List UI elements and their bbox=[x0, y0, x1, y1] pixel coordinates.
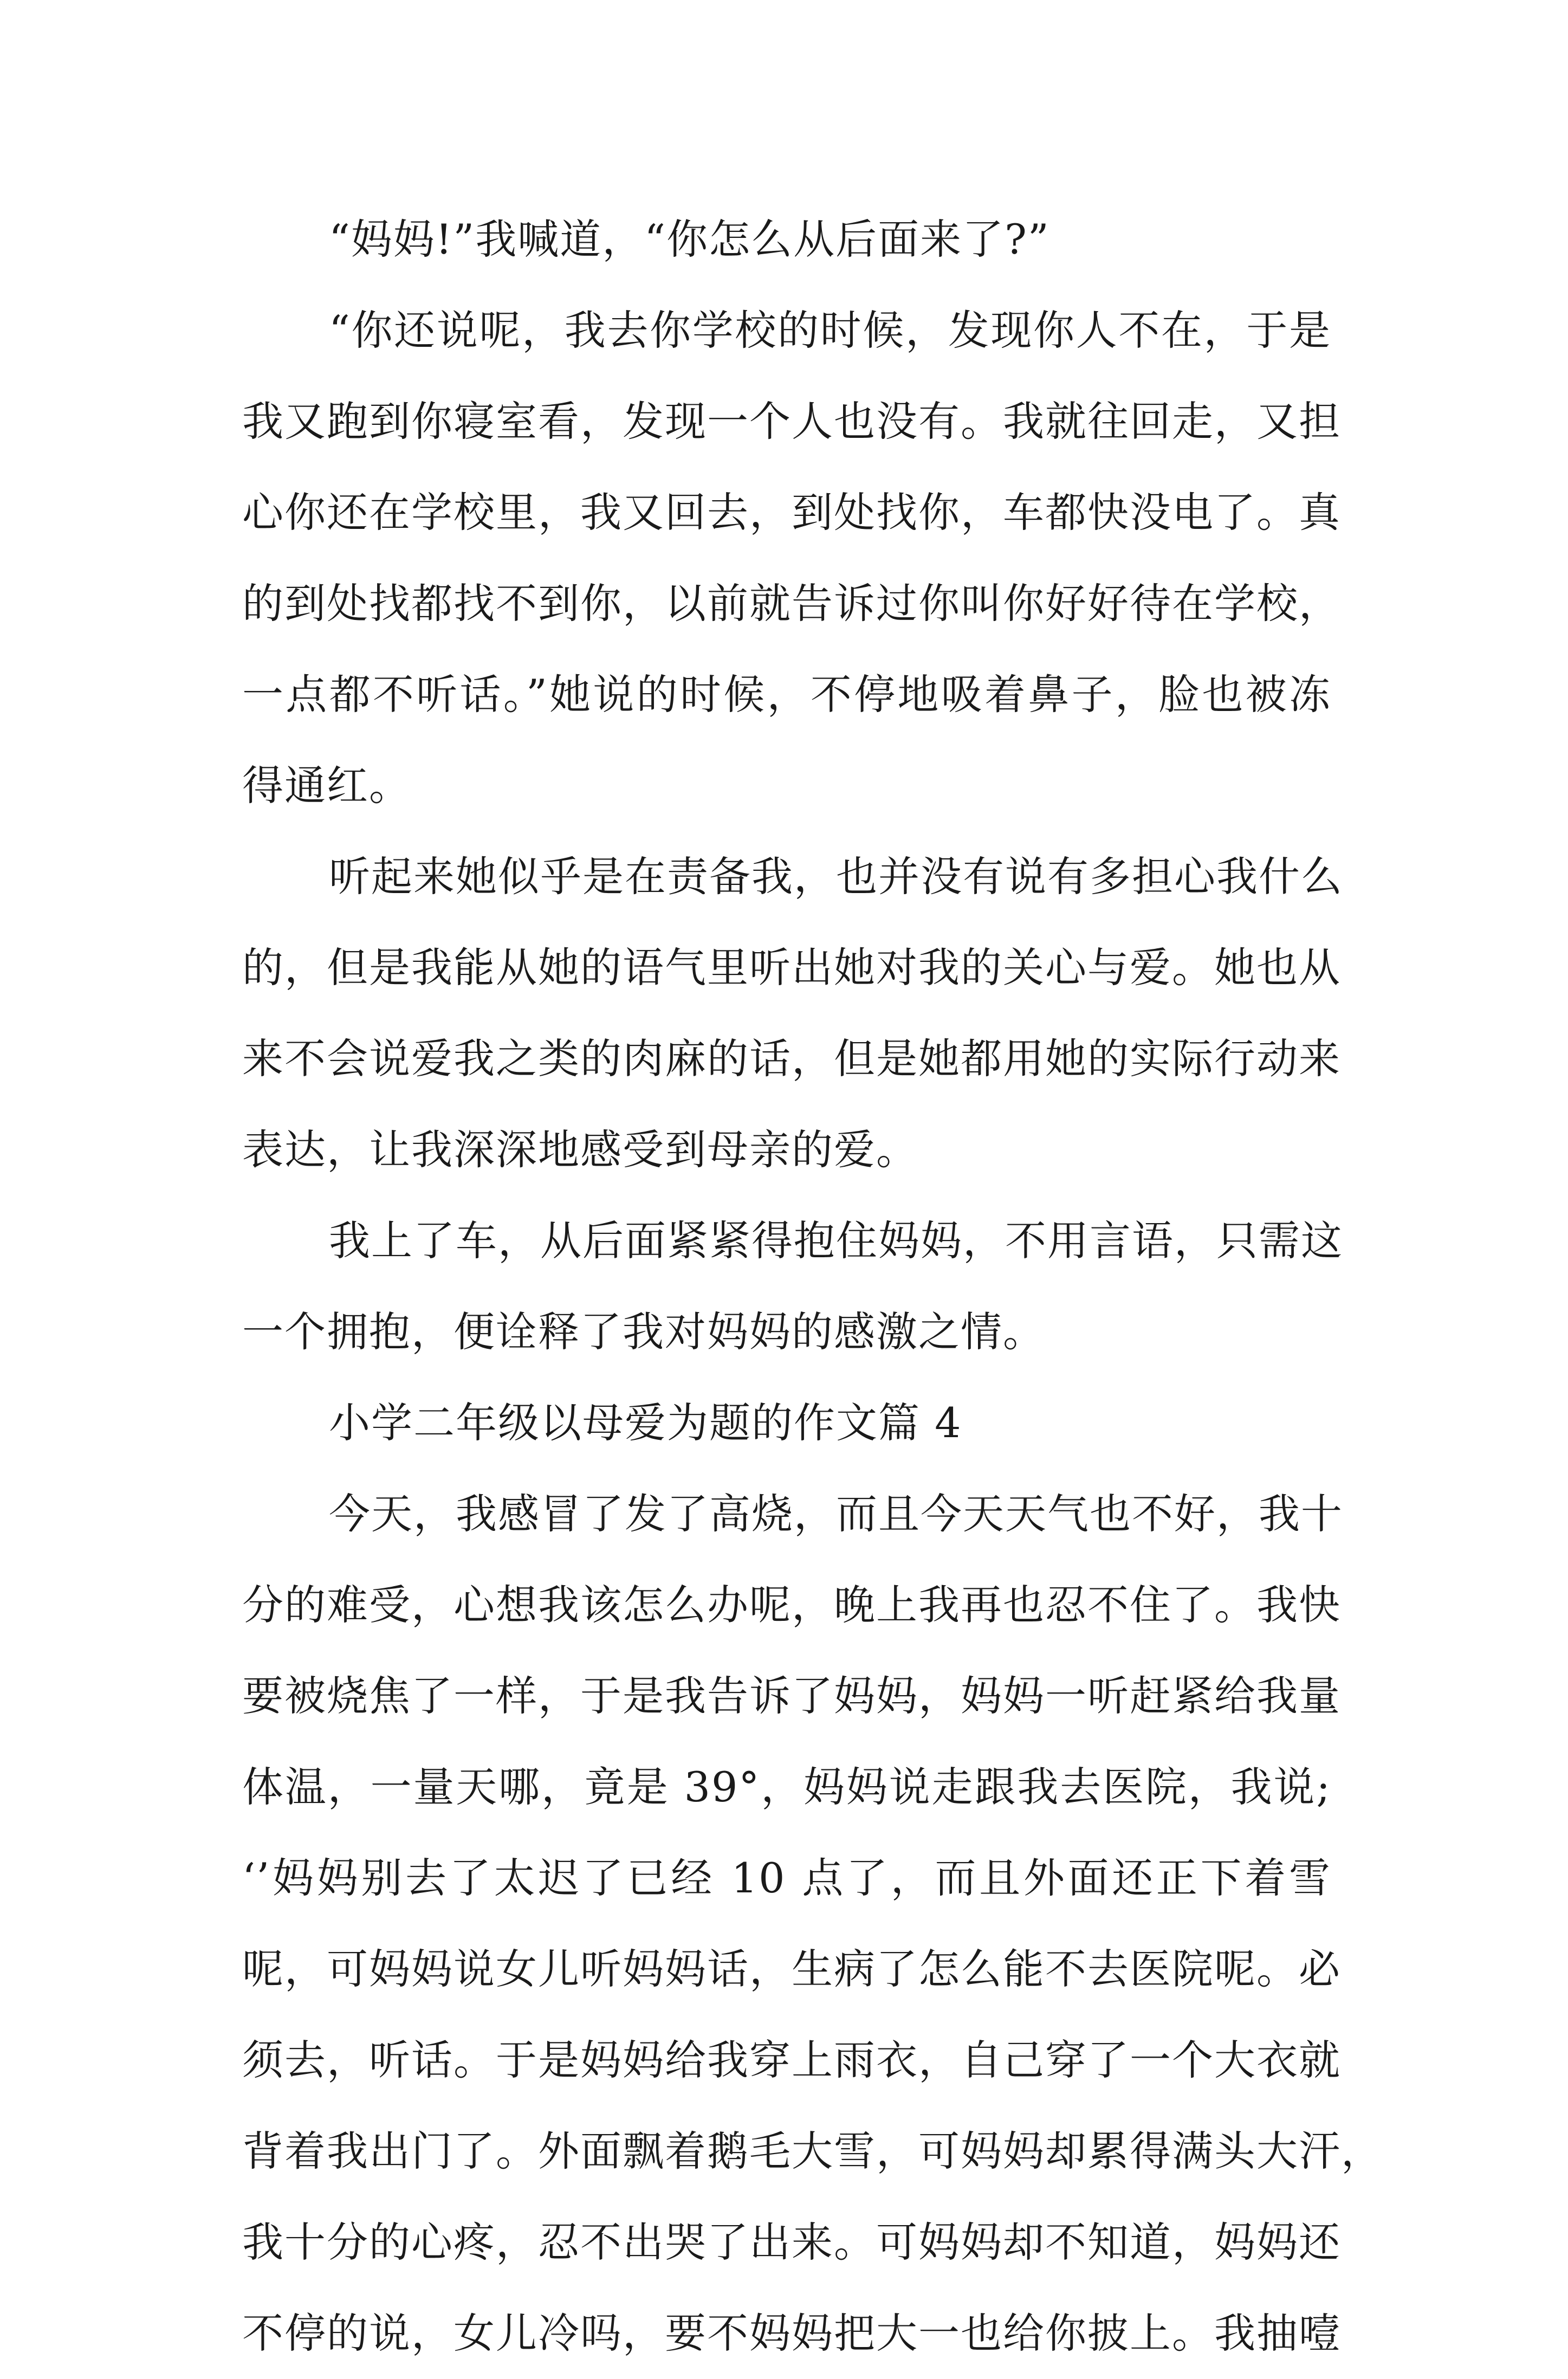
text-line: 分的难受，心想我该怎么办呢，晚上我再也忍不住了。我快 bbox=[242, 1581, 1341, 1629]
text-line: 听起来她似乎是在责备我，也并没有说有多担心我什么 bbox=[329, 852, 1343, 901]
paragraph bbox=[242, 831, 1343, 1195]
text-line: 今天，我感冒了发了高烧，而且今天天气也不好，我十 bbox=[329, 1490, 1343, 1538]
text-line: ‘’妈妈别去了太迟了已经 10 点了，而且外面还正下着雪 bbox=[242, 1854, 1331, 1902]
text-line: 我十分的心疼，忍不出哭了出来。可妈妈却不知道，妈妈还 bbox=[242, 2218, 1341, 2266]
paragraph bbox=[242, 1469, 1383, 2379]
text-line: 体温，一量天哪，竟是 39°，妈妈说走跟我去医院，我说; bbox=[242, 1763, 1331, 1811]
text-line: 呢，可妈妈说女儿听妈妈话，生病了怎么能不去医院呢。必 bbox=[242, 1945, 1341, 1993]
paragraph bbox=[242, 194, 1331, 285]
text-line: 背着我出门了。外面飘着鹅毛大雪，可妈妈却累得满头大汗， bbox=[242, 2127, 1383, 2175]
document-body bbox=[242, 194, 1383, 2379]
text-line: 一点都不听话。”她说的时候，不停地吸着鼻子，脸也被冻 bbox=[242, 670, 1331, 719]
text-line: 须去，听话。于是妈妈给我穿上雨衣，自己穿了一个大衣就 bbox=[242, 2036, 1341, 2084]
text-line: 表达，让我深深地感受到母亲的爱。 bbox=[242, 1126, 918, 1174]
paragraph bbox=[242, 1195, 1343, 1378]
paragraph bbox=[242, 285, 1341, 831]
paragraph bbox=[242, 1378, 1331, 1469]
text-line: 一个拥抱，便诠释了我对妈妈的感激之情。 bbox=[242, 1308, 1045, 1356]
text-line: 要被烧焦了一样，于是我告诉了妈妈，妈妈一听赶紧给我量 bbox=[242, 1672, 1341, 1720]
text-line: 的到处找都找不到你，以前就告诉过你叫你好好待在学校， bbox=[242, 579, 1341, 628]
text-line: 来不会说爱我之类的肉麻的话，但是她都用她的实际行动来 bbox=[242, 1035, 1341, 1083]
text-line: “你还说呢，我去你学校的时候，发现你人不在，于是 bbox=[329, 306, 1331, 354]
text-line: 我上了车，从后面紧紧得抱住妈妈，不用言语，只需这 bbox=[329, 1217, 1343, 1265]
text-line: 不停的说，女儿冷吗，要不妈妈把大一也给你披上。我抽噎 bbox=[242, 2309, 1341, 2357]
text-line: 小学二年级以母爱为题的作文篇 4 bbox=[329, 1399, 962, 1447]
text-line: “妈妈!”我喊道，“你怎么从后面来了?” bbox=[329, 215, 1050, 263]
text-line: 的，但是我能从她的语气里听出她对我的关心与爱。她也从 bbox=[242, 943, 1341, 992]
text-line: 得通红。 bbox=[242, 761, 411, 810]
text-line: 心你还在学校里，我又回去，到处找你，车都快没电了。真 bbox=[242, 488, 1341, 536]
text-line: 我又跑到你寝室看，发现一个人也没有。我就往回走，又担 bbox=[242, 397, 1341, 445]
